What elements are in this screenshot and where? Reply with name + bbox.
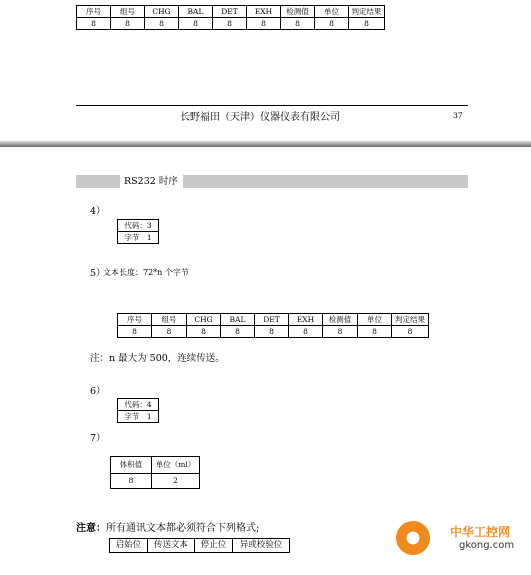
table-header-cell: 单位 (358, 314, 392, 326)
table-cell: 8 (358, 326, 392, 338)
table-row (118, 220, 159, 232)
item6-code-table (117, 398, 159, 423)
item7-label: 7） (90, 433, 106, 444)
table-header-cell: DET (213, 6, 247, 18)
table-cell: 8 (77, 18, 111, 30)
table-header-cell: 组号 (111, 6, 145, 18)
table-header-cell: 检测值 (323, 314, 358, 326)
section-title: RS232 时序 (124, 176, 178, 187)
table-header-cell: 检测值 (281, 6, 315, 18)
table-header-cell: CHG (145, 6, 179, 18)
format-cell-stop: 停止位 (195, 539, 233, 553)
code-cell: 代码：4 (118, 399, 159, 411)
table-header-cell: 单位 (315, 6, 349, 18)
byte-cell: 字节 1 (118, 232, 159, 244)
table-cell: 2 (152, 474, 200, 489)
volume-table (110, 456, 200, 489)
table-cell: 8 (323, 326, 358, 338)
table-header-cell: 体积值 (111, 457, 152, 474)
watermark-gear-icon (396, 521, 430, 555)
table-row (118, 399, 159, 411)
code-cell: 代码：3 (118, 220, 159, 232)
table-header-cell: 序号 (77, 6, 111, 18)
table-row (118, 232, 159, 244)
table-header-cell: 序号 (118, 314, 152, 326)
footer-rule (76, 105, 468, 106)
table-cell: 8 (221, 326, 255, 338)
table-header-cell: DET (255, 314, 289, 326)
item6-label: 6） (90, 386, 106, 397)
attention-note (76, 519, 259, 534)
table-cell: 8 (349, 18, 385, 30)
top-data-table (76, 5, 385, 30)
table-header-cell: EXH (247, 6, 281, 18)
attention-text: 所有通讯文本都必须符合下列格式; (106, 523, 260, 534)
format-cell-text: 传送文本 (148, 539, 195, 553)
table-cell: 8 (289, 326, 323, 338)
table-cell: 8 (247, 18, 281, 30)
table-cell: 8 (179, 18, 213, 30)
table-row (110, 539, 290, 553)
table-header-cell: BAL (179, 6, 213, 18)
table-cell: 8 (187, 326, 221, 338)
table-cell: 8 (152, 326, 187, 338)
watermark-title: 中华工控网 (450, 525, 511, 539)
item4-label: 4） (90, 206, 106, 217)
table-cell: 8 (392, 326, 429, 338)
table-row (118, 326, 429, 338)
note-max-n: 注：n 最大为 500，连续传送。 (90, 353, 225, 364)
table-header-cell: 判定结果 (349, 6, 385, 18)
table-header-row (77, 6, 385, 18)
table-row (118, 411, 159, 423)
attention-prefix: 注意： (76, 523, 106, 534)
table-row (77, 18, 385, 30)
watermark-url: gkong.com (459, 540, 515, 551)
table-header-cell: 判定结果 (392, 314, 429, 326)
table-header-cell: CHG (187, 314, 221, 326)
table-header-row (111, 457, 200, 474)
format-cell-xor: 异或校验位 (233, 539, 290, 553)
item5-label: 5） (90, 268, 106, 279)
table-cell: 8 (255, 326, 289, 338)
page-separator (0, 141, 531, 147)
section-bar-right (183, 175, 468, 188)
table-cell: 8 (111, 18, 145, 30)
table-header-row (118, 314, 429, 326)
section-bar-left (76, 175, 120, 188)
footer-company: 长野福田（天津）仪器仪表有限公司 (180, 112, 340, 123)
page-number: 37 (453, 111, 463, 120)
table-cell: 8 (118, 326, 152, 338)
item5-text: 文本长度：72*n 个字节 (103, 268, 189, 277)
table-header-cell: 单位（ml） (152, 457, 200, 474)
table-cell: 8 (281, 18, 315, 30)
table-header-cell: EXH (289, 314, 323, 326)
table-cell: 8 (145, 18, 179, 30)
table-cell: 8 (315, 18, 349, 30)
format-cell-start: 启始位 (110, 539, 148, 553)
table-row (111, 474, 200, 489)
table-cell: 8 (213, 18, 247, 30)
item4-code-table (117, 219, 159, 244)
mid-data-table (117, 313, 429, 338)
table-header-cell: BAL (221, 314, 255, 326)
byte-cell: 字节 1 (118, 411, 159, 423)
table-header-cell: 组号 (152, 314, 187, 326)
format-table (109, 538, 290, 553)
table-cell: 8 (111, 474, 152, 489)
